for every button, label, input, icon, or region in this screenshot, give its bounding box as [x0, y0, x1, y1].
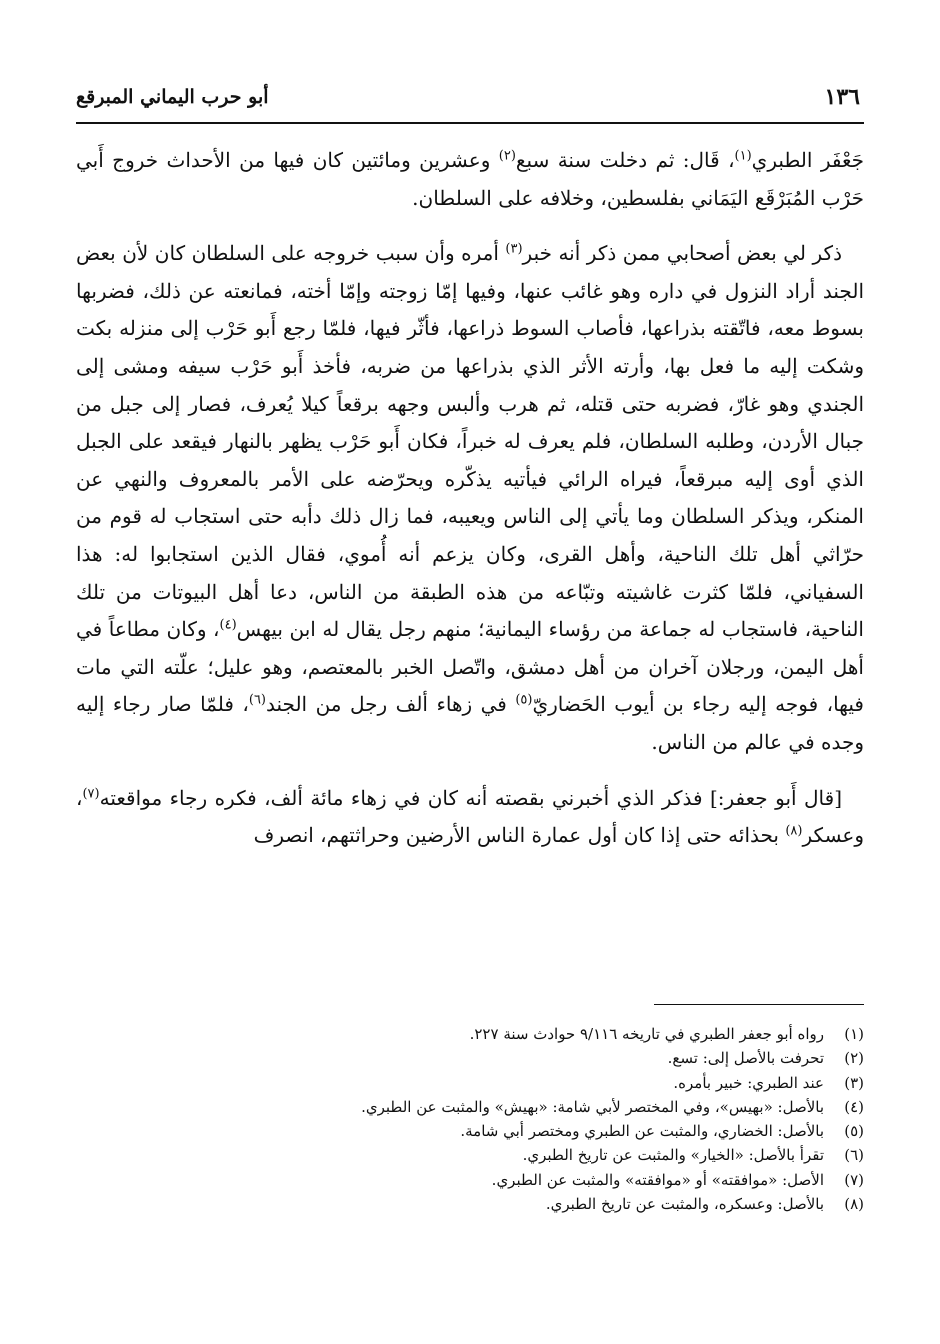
- footnote-item: [76, 1022, 864, 1046]
- footnote-ref-7: (٧): [82, 785, 100, 801]
- text-segment: ، وكان مطاعاً في أهل اليمن، ورجلان آخران من أهل دمشق، واتّصل الخبر بالمعتصم، وهو عليل؛ علّته التي مات فيها، فوجه إليه رجاء بن أيوب الحَضاريّ: [76, 617, 864, 717]
- footnote-number: (٤): [844, 1097, 864, 1116]
- text-segment: ذكر لي بعض أصحابي ممن ذكر أنه خبر: [522, 241, 842, 266]
- text-segment: بحذائه حتى إذا كان أول عمارة الناس الأرضين وحراثتهم، انصرف: [253, 823, 786, 848]
- footnote-ref-1: (١): [734, 148, 752, 164]
- footnote-ref-4: (٤): [219, 617, 237, 633]
- page-header: [76, 78, 864, 124]
- footnote-text: بالأصل: الخضاري، والمثبت عن الطبري ومختصر أبي شامة.: [460, 1122, 824, 1141]
- footnote-text: الأصل: «موافقته» أو «موافقته» والمثبت عن الطبري.: [491, 1170, 824, 1189]
- footnote-text: رواه أبو جعفر الطبري في تاريخه ٩/١١٦ حوادث سنة ٢٢٧.: [469, 1025, 824, 1043]
- footnote-item: [76, 1071, 864, 1095]
- paragraph-3: [76, 780, 864, 855]
- paragraph-1: [76, 142, 864, 217]
- footnote-text: بالأصل: «بهيس»، وفي المختصر لأبي شامة: «بهيش» والمثبت عن الطبري.: [361, 1097, 824, 1116]
- footnote-number: (١): [844, 1025, 864, 1043]
- footnote-number: (٣): [844, 1073, 864, 1092]
- footnote-text: تقرأ بالأصل: «الخيار» والمثبت عن تاريخ الطبري.: [522, 1146, 824, 1165]
- text-segment: [قال أَبو جعفر:] فذكر الذي أخبرني بقصته أنه كان في زهاء مائة ألف، فكره رجاء مواقعته: [99, 785, 842, 810]
- paragraph-2: [76, 235, 864, 761]
- text-segment: وعشرين ومائتين كان فيها من الأحداث خروج أَبي حَرْب المُبَرْقَع اليَمَاني بفلسطين، وخلافه على السلطان.: [76, 148, 864, 210]
- main-text: [76, 142, 864, 855]
- footnote-text: عند الطبري: خبير بأمره.: [673, 1073, 824, 1092]
- footnote-ref-2: (٢): [498, 148, 516, 164]
- footnote-number: (٧): [844, 1170, 864, 1189]
- running-title: أبو حرب اليماني المبرقع: [76, 86, 269, 108]
- footnote-item: [76, 1143, 864, 1167]
- footnote-number: (٢): [844, 1049, 864, 1068]
- footnote-ref-8: (٨): [785, 823, 803, 839]
- footnotes: [76, 1022, 864, 1216]
- footnote-divider: [654, 1004, 864, 1005]
- page-number: ١٣٦: [824, 84, 860, 110]
- text-segment: ، قَال: ثم دخلت سنة سبع: [515, 148, 735, 172]
- footnote-number: (٦): [844, 1146, 864, 1165]
- text-segment: جَعْفَر الطبري: [751, 148, 864, 172]
- footnote-item: [76, 1192, 864, 1216]
- footnote-item: [76, 1119, 864, 1143]
- footnote-item: [76, 1095, 864, 1119]
- footnote-ref-5: (٥): [515, 692, 533, 708]
- footnote-number: (٨): [844, 1195, 864, 1214]
- book-page: [76, 78, 864, 1308]
- footnote-text: بالأصل: وعسكره، والمثبت عن تاريخ الطبري.: [545, 1195, 824, 1214]
- text-segment: أمره وأن سبب خروجه على السلطان كان لأن بعض الجند أراد النزول في داره وهو غائب عنها، وفيها إمّا زوجته وإمّا أخته، فمانعته عن ذلك، فضربها بسوط معه، فاتّقته بذراعها، فأصاب السوط ذراعها، فأثّر فيها، فلمّا رجع أَبو حَرْب إلى منزله بكت وشكت إليه ما فعل بها، وأرته الأثر الذي بذراعها من ضربه، فأخذ أَبو حَرْب سيفه ومشى إلى الجندي وهو غارّ، فضربه حتى قتله، ثم هرب وألبس وجهه برقعاً كيلا يُعرف، فصار إلى جبل من جبال الأردن، وطلبه السلطان، فلم يعرف له خبراً، فكان أَبو حَرْب يظهر بالنهار فيقعد على الجبل الذي أوى إليه مبرقعاً، فيراه الرائي فيأتيه يذكّره ويحرّضه على الأمر بالمعروف والنهي عن المنكر، ويذكر السلطان وما يأتي إلى الناس ويعيبه، فما زال ذلك دأبه حتى استجاب له قوم من حرّاثي أهل تلك الناحية، وأهل القرى، وكان يزعم أنه أُموي، فقال الذين استجابوا له: هذا السفياني، فلمّا كثرت غاشيته وتبّاعه من هذه الطبقة من الناس، دعا أهل البيوتات من تلك الناحية، فاستجاب له جماعة من رؤساء اليمانية؛ منهم رجل يقال له ابن بيهس: [76, 241, 864, 642]
- footnote-item: [76, 1046, 864, 1070]
- footnote-text: تحرفت بالأصل إلى: تسع.: [667, 1049, 824, 1068]
- text-segment: ، فلمّا صار رجاء إليه وجده في عالم من الناس.: [76, 692, 864, 754]
- footnote-ref-6: (٦): [248, 692, 266, 708]
- footnote-item: [76, 1168, 864, 1192]
- footnote-ref-3: (٣): [505, 241, 523, 257]
- text-segment: ، وعسكر: [76, 785, 864, 848]
- footnote-number: (٥): [844, 1122, 864, 1141]
- text-segment: في زهاء ألف رجل من الجند: [266, 692, 516, 717]
